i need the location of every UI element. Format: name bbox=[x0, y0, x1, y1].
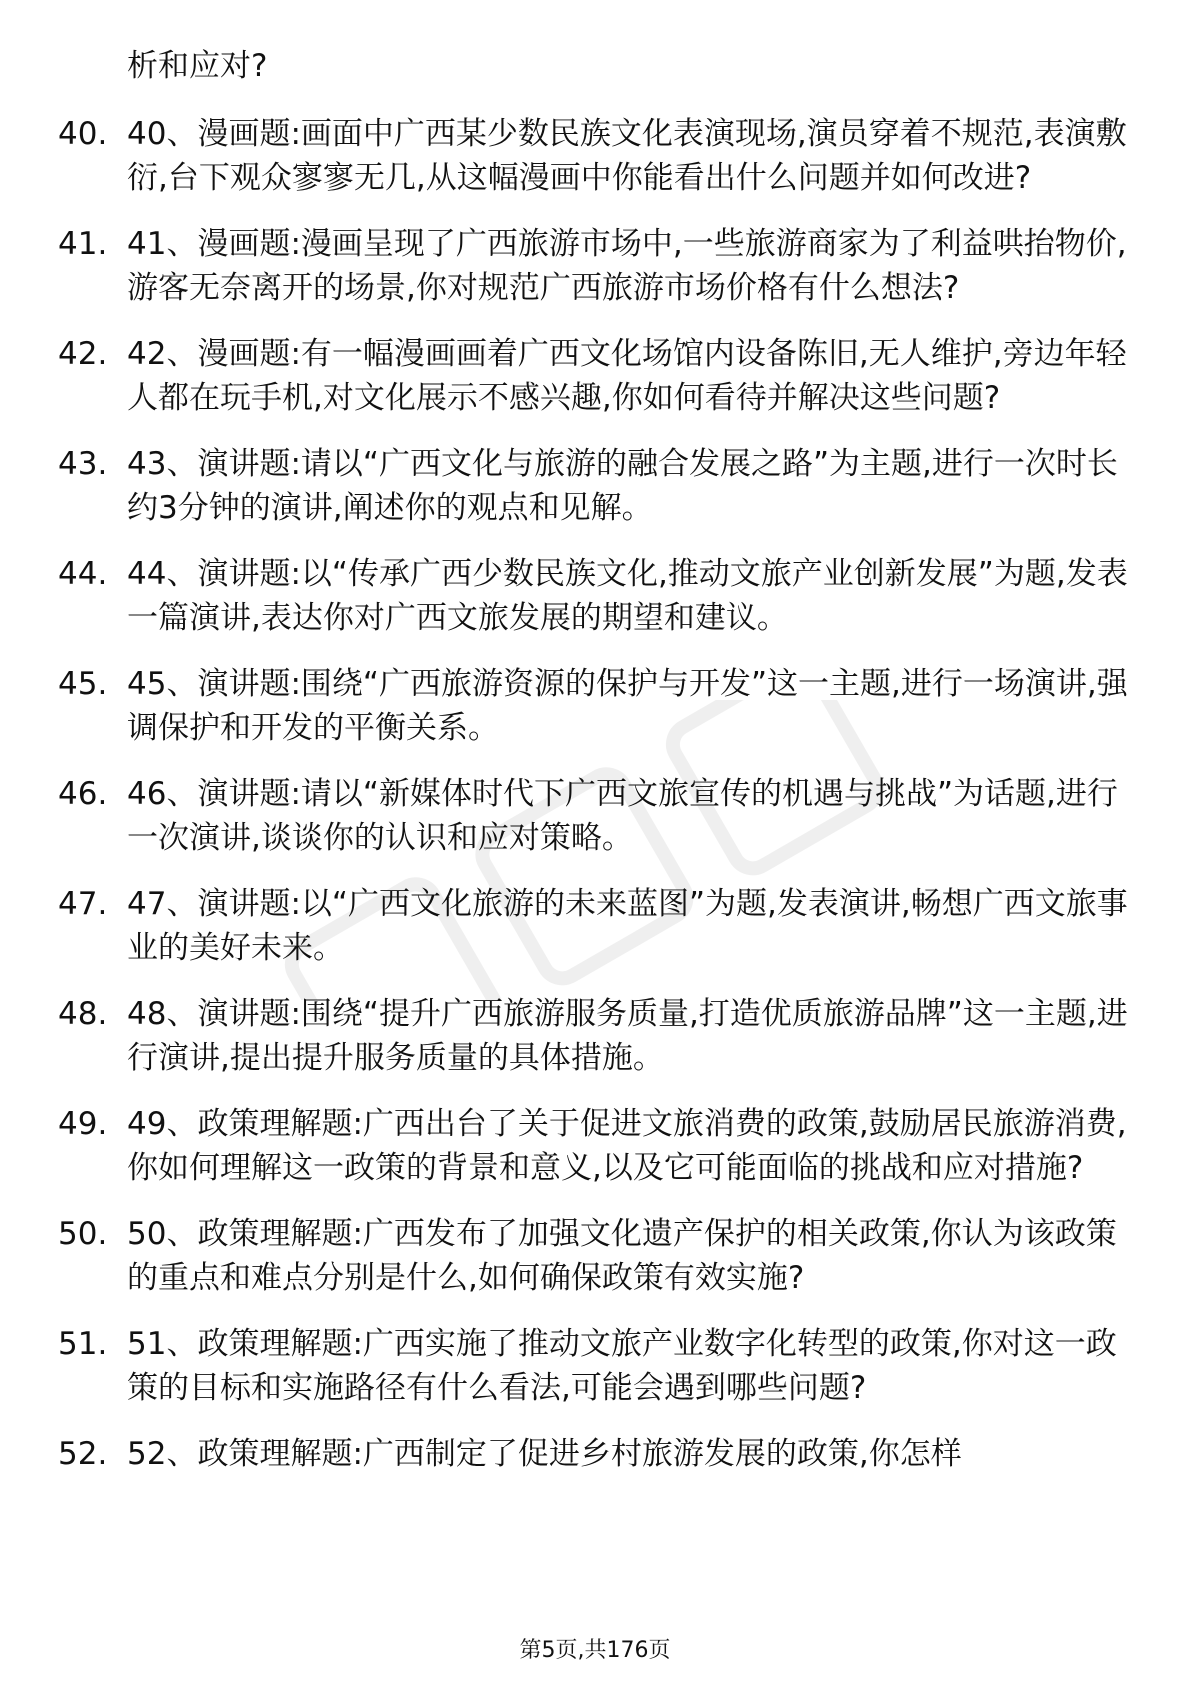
question-text: 45、演讲题:围绕“广西旅游资源的保护与开发”这一主题,进行一场演讲,强调保护和开发的平衡关系。 bbox=[127, 666, 1128, 746]
question-number: 40. bbox=[58, 116, 108, 152]
question-number: 43. bbox=[58, 446, 108, 482]
question-text: 41、漫画题:漫画呈现了广西旅游市场中,一些旅游商家为了利益哄抬物价,游客无奈离开的场景,你对规范广西旅游市场价格有什么想法? bbox=[127, 226, 1127, 306]
question-item-45 bbox=[0, 662, 1190, 750]
question-item-41 bbox=[0, 222, 1190, 310]
question-number: 41. bbox=[58, 226, 108, 262]
question-number: 50. bbox=[58, 1216, 108, 1252]
question-text: 51、政策理解题:广西实施了推动文旅产业数字化转型的政策,你对这一政策的目标和实施路径有什么看法,可能会遇到哪些问题? bbox=[127, 1326, 1117, 1406]
question-text: 48、演讲题:围绕“提升广西旅游服务质量,打造优质旅游品牌”这一主题,进行演讲,提出提升服务质量的具体措施。 bbox=[127, 996, 1128, 1076]
question-text: 42、漫画题:有一幅漫画画着广西文化场馆内设备陈旧,无人维护,旁边年轻人都在玩手机,对文化展示不感兴趣,你如何看待并解决这些问题? bbox=[127, 336, 1127, 416]
question-item-49 bbox=[0, 1102, 1190, 1190]
question-number: 47. bbox=[58, 886, 108, 922]
question-item-40 bbox=[0, 112, 1190, 200]
question-text: 47、演讲题:以“广西文化旅游的未来蓝图”为题,发表演讲,畅想广西文旅事业的美好未来。 bbox=[127, 886, 1128, 966]
question-text: 44、演讲题:以“传承广西少数民族文化,推动文旅产业创新发展”为题,发表一篇演讲,表达你对广西文旅发展的期望和建议。 bbox=[127, 556, 1128, 636]
page-footer: 第5页,共176页 bbox=[519, 1638, 671, 1663]
question-item-43 bbox=[0, 442, 1190, 530]
question-number: 49. bbox=[58, 1106, 108, 1142]
question-list bbox=[0, 112, 1190, 1498]
question-item-50 bbox=[0, 1212, 1190, 1300]
question-text: 50、政策理解题:广西发布了加强文化遗产保护的相关政策,你认为该政策的重点和难点分别是什么,如何确保政策有效实施? bbox=[127, 1216, 1117, 1296]
question-item-51 bbox=[0, 1322, 1190, 1410]
question-number: 52. bbox=[58, 1436, 108, 1472]
question-text: 46、演讲题:请以“新媒体时代下广西文旅宣传的机遇与挑战”为话题,进行一次演讲,谈谈你的认识和应对策略。 bbox=[127, 776, 1118, 856]
question-text: 49、政策理解题:广西出台了关于促进文旅消费的政策,鼓励居民旅游消费,你如何理解这一政策的背景和意义,以及它可能面临的挑战和应对措施? bbox=[127, 1106, 1127, 1186]
continuation-text: 析和应对? bbox=[127, 48, 268, 84]
question-number: 46. bbox=[58, 776, 108, 812]
question-number: 44. bbox=[58, 556, 108, 592]
question-number: 45. bbox=[58, 666, 108, 702]
question-number: 42. bbox=[58, 336, 108, 372]
question-number: 51. bbox=[58, 1326, 108, 1362]
question-item-42 bbox=[0, 332, 1190, 420]
question-item-47 bbox=[0, 882, 1190, 970]
question-item-52 bbox=[0, 1432, 1190, 1476]
question-item-44 bbox=[0, 552, 1190, 640]
question-text: 52、政策理解题:广西制定了促进乡村旅游发展的政策,你怎样 bbox=[127, 1436, 962, 1472]
question-item-46 bbox=[0, 772, 1190, 860]
question-text: 40、漫画题:画面中广西某少数民族文化表演现场,演员穿着不规范,表演敷衍,台下观众寥寥无几,从这幅漫画中你能看出什么问题并如何改进? bbox=[127, 116, 1127, 196]
question-number: 48. bbox=[58, 996, 108, 1032]
question-item-48 bbox=[0, 992, 1190, 1080]
question-text: 43、演讲题:请以“广西文化与旅游的融合发展之路”为主题,进行一次时长约3分钟的演讲,阐述你的观点和见解。 bbox=[127, 446, 1118, 526]
